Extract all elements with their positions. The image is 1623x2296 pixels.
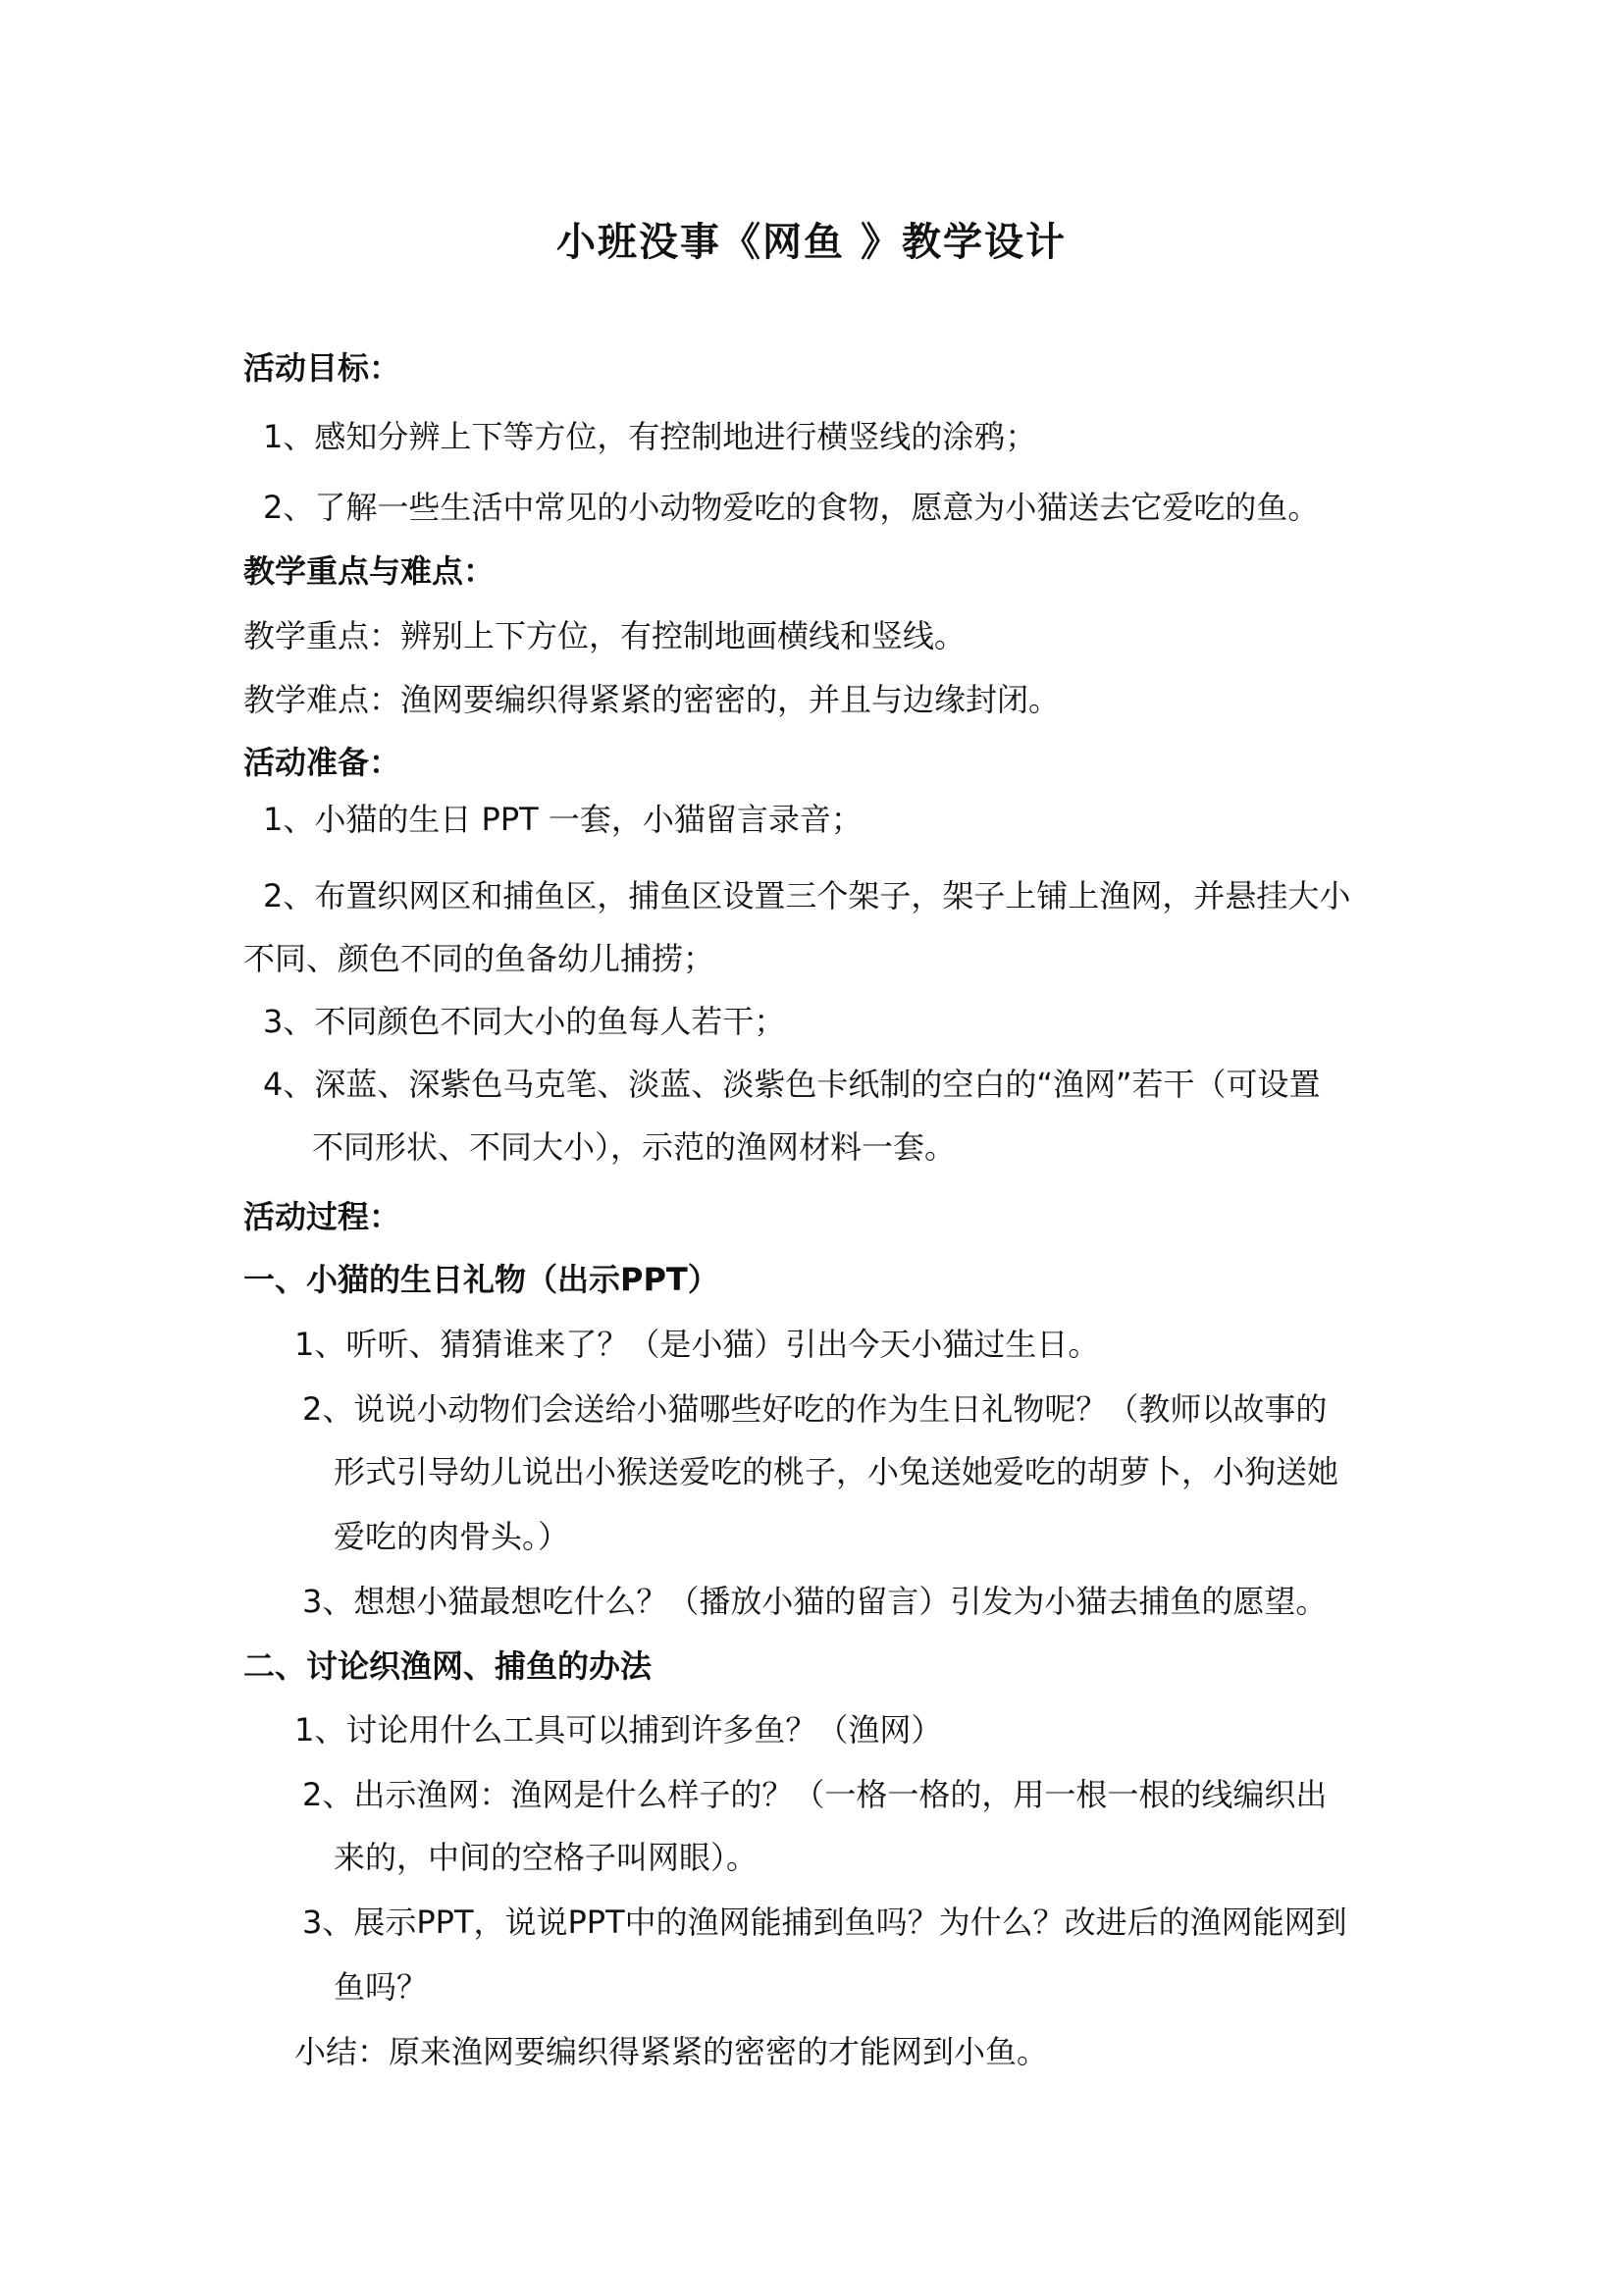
part2-item: 来的，中间的空格子叫网眼）。 <box>334 1839 759 1876</box>
goals-heading: 活动目标： <box>243 349 401 387</box>
prep-item: 不同、颜色不同的鱼备幼儿捕捞； <box>243 940 715 977</box>
process-heading: 活动过程： <box>243 1198 401 1235</box>
key-points-heading: 教学重点与难点： <box>243 552 496 590</box>
part1-item: 1、听听、猜猜谁来了？（是小猫）引出今天小猫过生日。 <box>294 1326 1100 1363</box>
prep-heading: 活动准备： <box>243 744 401 781</box>
prep-item: 4、深蓝、深紫色马克笔、淡蓝、淡紫色卡纸制的空白的“渔网”若干（可设置 <box>263 1066 1321 1103</box>
part2-item: 3、展示PPT，说说PPT中的渔网能捕到鱼吗？为什么？改进后的渔网能网到 <box>302 1904 1347 1941</box>
part2-item: 鱼吗？ <box>334 1968 429 2006</box>
prep-item: 2、布置织网区和捕鱼区，捕鱼区设置三个架子，架子上铺上渔网，并悬挂大小 <box>263 877 1351 914</box>
goal-item: 2、了解一些生活中常见的小动物爱吃的食物，愿意为小猫送去它爱吃的鱼。 <box>263 489 1320 526</box>
part1-item: 2、说说小动物们会送给小猫哪些好吃的作为生日礼物呢？（教师以故事的 <box>302 1390 1328 1428</box>
part1-item: 爱吃的肉骨头。） <box>334 1518 570 1555</box>
part2-item: 1、讨论用什么工具可以捕到许多鱼？（渔网） <box>294 1711 943 1748</box>
part1-item: 3、想想小猫最想吃什么？（播放小猫的留言）引发为小猫去捕鱼的愿望。 <box>302 1583 1328 1620</box>
part1-heading: 一、小猫的生日礼物（出示PPT） <box>243 1261 719 1298</box>
prep-item: 不同形状、不同大小），示范的渔网材料一套。 <box>312 1128 957 1166</box>
part2-summary: 小结：原来渔网要编织得紧紧的密密的才能网到小鱼。 <box>294 2033 1049 2070</box>
part2-item: 2、出示渔网：渔网是什么样子的？（一格一格的，用一根一根的线编织出 <box>302 1776 1328 1813</box>
prep-item: 3、不同颜色不同大小的鱼每人若干； <box>263 1003 786 1040</box>
part1-item: 形式引导幼儿说出小猴送爱吃的桃子，小兔送她爱吃的胡萝卜，小狗送她 <box>334 1453 1339 1490</box>
goal-item: 1、感知分辨上下等方位，有控制地进行横竖线的涂鸦； <box>263 418 1037 455</box>
prep-item: 1、小猫的生日 PPT 一套，小猫留言录音； <box>263 801 863 838</box>
document-title: 小班没事《网鱼 》教学设计 <box>556 220 1067 265</box>
key-point-item: 教学重点：辨别上下方位，有控制地画横线和竖线。 <box>243 617 967 654</box>
key-point-item: 教学难点：渔网要编织得紧紧的密密的，并且与边缘封闭。 <box>243 681 1061 718</box>
part2-heading: 二、讨论织渔网、捕鱼的办法 <box>243 1647 653 1685</box>
